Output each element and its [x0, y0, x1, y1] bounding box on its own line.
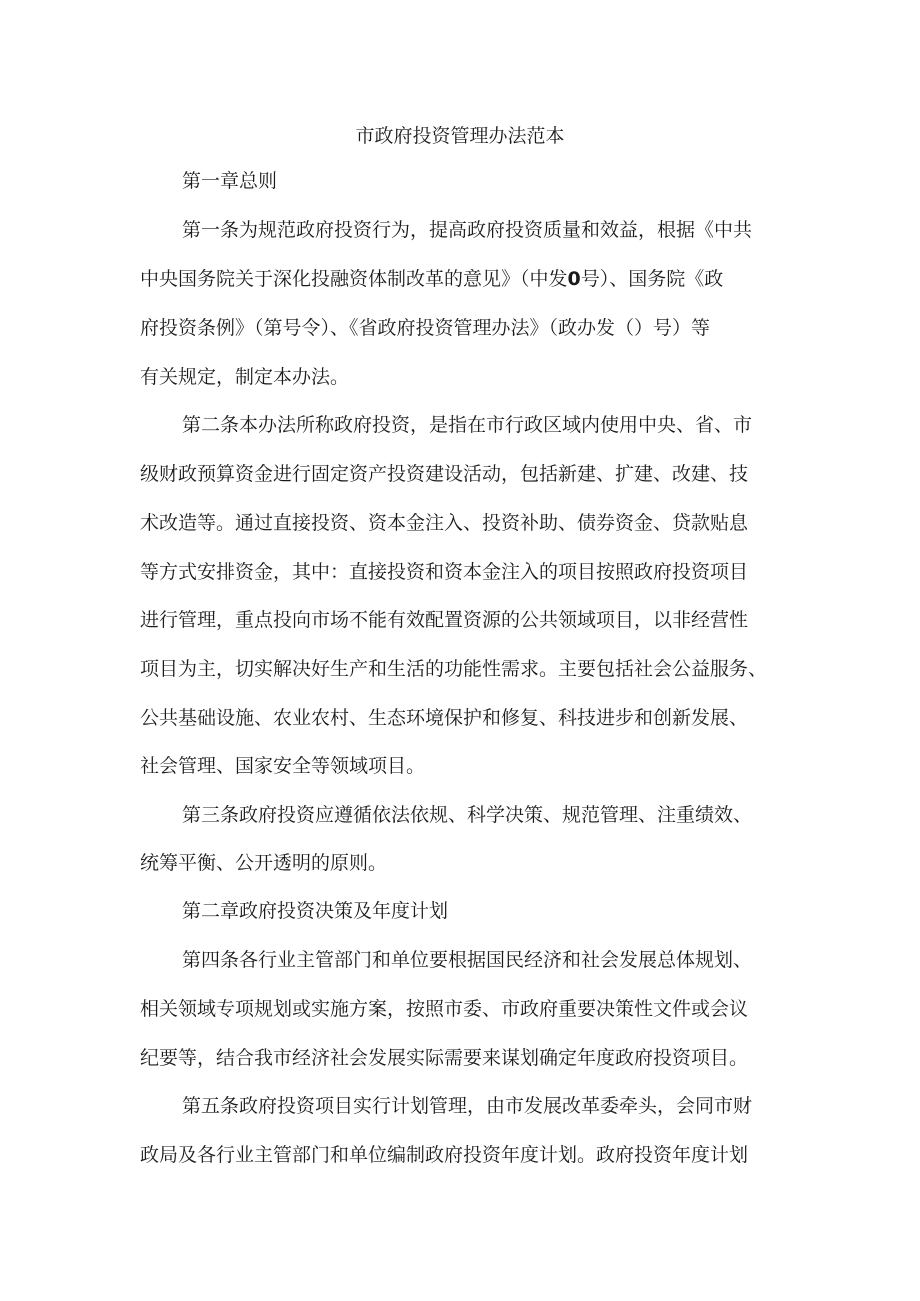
article-2-line-2: 级财政预算资金进行固定资产投资建设活动，包括新建、扩建、改建、技 [140, 463, 749, 485]
article-2-line-7: 公共基础设施、农业农村、生态环境保护和修复、科技进步和创新发展、 [140, 707, 749, 729]
article-1-line-3: 府投资条例》（第号令）、《省政府投资管理办法》（政办发（）号）等 [140, 317, 711, 339]
article-2-line-5: 进行管理，重点投向市场不能有效配置资源的公共领域项目，以非经营性 [140, 609, 749, 631]
article-1-line-1: 第一条为规范政府投资行为，提高政府投资质量和效益，根据《中共 [182, 219, 753, 241]
article-4-line-1: 第四条各行业主管部门和单位要根据国民经济和社会发展总体规划、 [182, 949, 753, 971]
article-1-line-2 [0, 259, 920, 299]
article-1-line-2-part-a: 中央国务院关于深化投融资体制改革的意见》（中发 [140, 268, 568, 290]
article-2-line-6: 项目为主，切实解决好生产和生活的功能性需求。主要包括社会公益服务、 [140, 658, 768, 680]
article-4-line-3: 纪要等，结合我市经济社会发展实际需要来谋划确定年度政府投资项目。 [140, 1047, 749, 1069]
chapter-heading-2: 第二章政府投资决策及年度计划 [182, 900, 449, 922]
article-1-line-4: 有关规定，制定本办法。 [140, 366, 350, 388]
article-1-line-2-part-b: 号）、国务院《政 [580, 268, 724, 290]
article-1-number: 0 [567, 268, 581, 290]
article-3-line-1: 第三条政府投资应遵循依法依规、科学决策、规范管理、注重绩效、 [182, 804, 753, 826]
article-4-line-2: 相关领域专项规划或实施方案，按照市委、市政府重要决策性文件或会议 [140, 998, 749, 1020]
chapter-heading-1: 第一章总则 [182, 170, 278, 192]
article-3-line-2: 统筹平衡、公开透明的原则。 [140, 852, 388, 874]
article-2-line-8: 社会管理、国家安全等领域项目。 [140, 755, 426, 777]
article-5-line-2: 政局及各行业主管部门和单位编制政府投资年度计划。政府投资年度计划 [140, 1144, 749, 1166]
article-2-line-3: 术改造等。通过直接投资、资本金注入、投资补助、债券资金、贷款贴息 [140, 512, 749, 534]
article-2-line-4: 等方式安排资金，其中：直接投资和资本金注入的项目按照政府投资项目 [140, 561, 749, 583]
document-title: 市政府投资管理办法范本 [355, 125, 565, 147]
article-2-line-1: 第二条本办法所称政府投资，是指在市行政区域内使用中央、省、市 [182, 414, 753, 436]
article-5-line-1: 第五条政府投资项目实行计划管理，由市发展改革委牵头，会同市财 [182, 1095, 753, 1117]
